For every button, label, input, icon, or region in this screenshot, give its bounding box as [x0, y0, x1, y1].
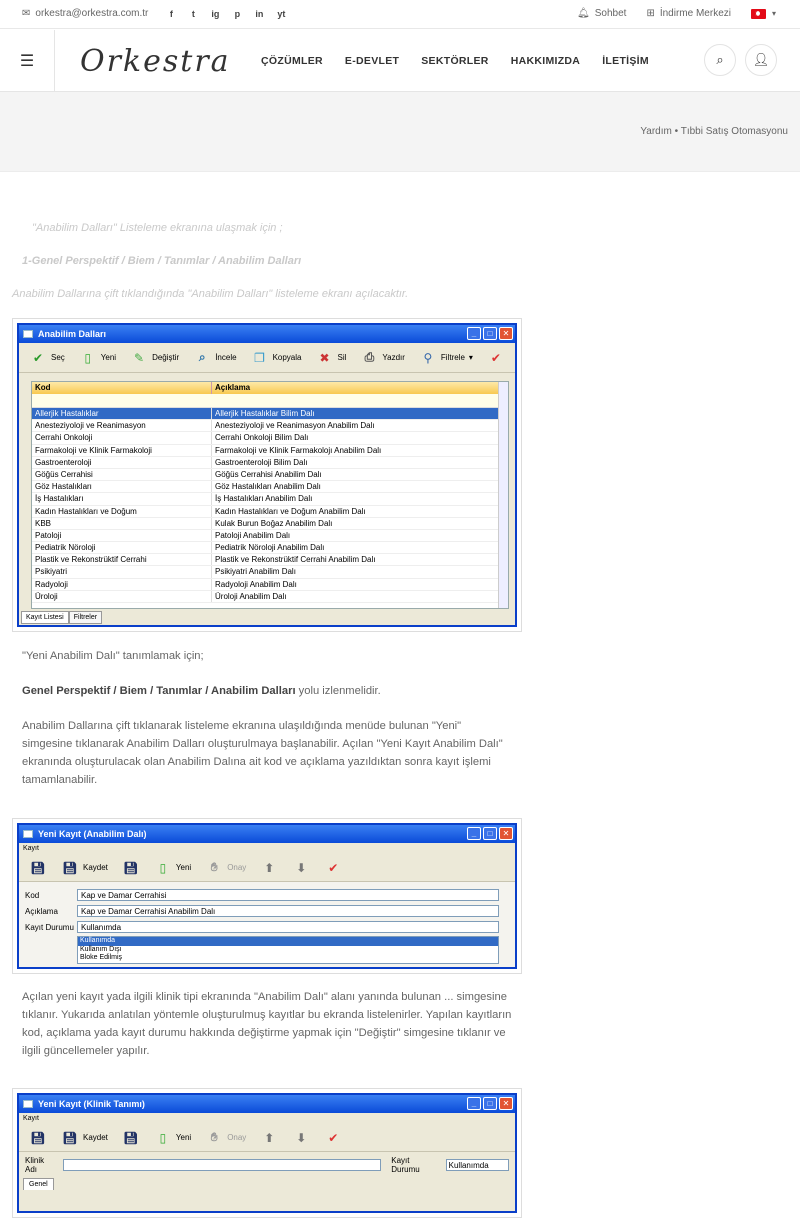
cell-aciklama: Psikiyatri Anabilim Dalı: [215, 567, 296, 577]
cell-aciklama: Patoloji Anabilim Dalı: [215, 530, 291, 540]
save-icon: 💾︎: [30, 1130, 46, 1145]
cell-aciklama: Anesteziyoloji ve Reanimasyon Anabilim Dalı: [215, 421, 375, 431]
menu-kayit[interactable]: Kayıt: [23, 1115, 39, 1122]
grid-rows: [32, 408, 508, 603]
incele-button[interactable]: ⌕ İncele: [193, 349, 236, 367]
aciklama-label: Açıklama: [25, 906, 58, 916]
minimize-button[interactable]: _: [467, 1097, 481, 1110]
cell-kod: Plastik ve Rekonstrüktif Cerrahi: [32, 554, 212, 565]
table-row[interactable]: [32, 566, 508, 578]
table-row[interactable]: [32, 432, 508, 444]
table-row[interactable]: [32, 530, 508, 542]
cell-aciklama: Allerjik Hastalıklar Bilim Dalı: [215, 409, 315, 418]
new-doc-icon: ▯: [159, 860, 167, 875]
screenshot-yeni-kayit-klinik: [12, 1088, 522, 1218]
toolbar: [19, 1124, 515, 1152]
approve-button[interactable]: [324, 859, 342, 877]
hamburger-icon: ☰: [19, 52, 35, 70]
arrow-down-icon: ⬇: [296, 1130, 307, 1145]
cell-kod: Allerjik Hastalıklar: [32, 408, 212, 419]
printer-icon: ⎙: [364, 350, 375, 364]
grid-filter-row[interactable]: [32, 394, 508, 408]
search-button[interactable]: [704, 44, 736, 76]
cell-aciklama: Kadın Hastalıkları ve Doğum Anabilim Dalı: [215, 506, 366, 516]
maximize-button[interactable]: □: [483, 327, 497, 340]
table-row[interactable]: [32, 554, 508, 566]
checkmark-icon: ✔: [328, 860, 339, 875]
twitter-icon[interactable]: t: [191, 8, 195, 19]
table-row[interactable]: [32, 420, 508, 432]
chevron-down-icon[interactable]: ▾: [771, 9, 776, 18]
yeni-button[interactable]: ▯ Yeni: [154, 859, 191, 877]
main-header: [0, 30, 800, 92]
cell-kod: İş Hastalıkları: [32, 493, 212, 504]
table-row[interactable]: [32, 457, 508, 469]
save-close-button[interactable]: [122, 1129, 140, 1147]
cell-kod: KBB: [32, 518, 212, 529]
window-title: Anabilim Dalları: [38, 329, 107, 339]
check-icon: ✔: [32, 350, 44, 365]
tab-genel[interactable]: Genel: [23, 1178, 54, 1190]
intro-line-3: Anabilim Dallarına çift tıklandığında "Anabilim Dalları" listeleme ekranı açılacaktır.: [12, 288, 409, 300]
table-row[interactable]: [32, 591, 508, 603]
user-icon: 👤︎: [752, 52, 770, 67]
nav-sektorler[interactable]: SEKTÖRLER: [421, 55, 489, 67]
col-aciklama-header[interactable]: Açıklama: [212, 382, 508, 394]
window-title: Yeni Kayıt (Anabilim Dalı): [38, 829, 147, 839]
window-anabilim-dallari: [17, 323, 517, 627]
download-center-link[interactable]: ⊞ İndirme Merkezi: [646, 8, 731, 19]
search-icon: ⌕: [716, 52, 724, 67]
new-doc-icon: ▯: [84, 350, 92, 365]
para-yeni-anabilim: "Yeni Anabilim Dalı" tanımlamak için;: [22, 650, 204, 662]
table-row[interactable]: [32, 408, 508, 420]
linkedin-icon[interactable]: in: [255, 8, 264, 19]
kayit-durumu-select[interactable]: Kullanımda: [77, 921, 499, 933]
filtrele-button[interactable]: ⚲ Filtrele ▾: [419, 349, 473, 367]
screenshot-yeni-kayit-anabilim: [12, 818, 522, 974]
breadcrumb[interactable]: Yardım • Tıbbi Satış Otomasyonu: [640, 126, 788, 137]
sil-button[interactable]: ✖ Sil: [315, 349, 346, 367]
cell-kod: Kadın Hastalıkları ve Doğum: [32, 506, 212, 517]
onay-button[interactable]: ✋︎ Onay: [205, 1129, 246, 1147]
thumb-icon: ✋︎: [210, 860, 218, 874]
option-kullanimda[interactable]: Kullanımda: [78, 937, 498, 946]
top-bar: [0, 0, 800, 29]
cell-aciklama: Gastroenteroloji Bilim Dalı: [215, 457, 308, 467]
grid-header: [32, 382, 508, 394]
kaydet-button[interactable]: 💾︎ Kaydet: [62, 860, 108, 875]
save-new-button[interactable]: [29, 1129, 47, 1147]
arrow-down-icon: ⬇: [296, 860, 307, 875]
magnifier-icon: ⌕: [198, 350, 206, 364]
table-row[interactable]: [32, 469, 508, 481]
thumb-icon: ✋︎: [210, 1130, 218, 1144]
bottom-tabs: [21, 611, 102, 624]
pinterest-icon[interactable]: p: [234, 8, 241, 19]
close-button[interactable]: ✕: [499, 827, 513, 840]
cell-kod: Anesteziyoloji ve Reanimasyon: [32, 420, 212, 431]
nav-hakkimizda[interactable]: HAKKIMIZDA: [510, 55, 581, 67]
cell-aciklama: Üroloji Anabilim Dalı: [215, 591, 287, 601]
cell-aciklama: Kulak Burun Boğaz Anabilim Dalı: [215, 518, 333, 528]
option-kullanim-disi[interactable]: Kullanım Dışı: [80, 945, 122, 953]
kod-field[interactable]: Kap ve Damar Cerrahisi: [77, 889, 499, 901]
checkmark-icon: ✔: [490, 350, 501, 365]
up-button[interactable]: [260, 859, 278, 877]
window-title: Yeni Kayıt (Klinik Tanımı): [38, 1099, 145, 1109]
chat-link[interactable]: 🔔︎ Sohbet: [577, 8, 627, 19]
onay-button[interactable]: ✋︎ Onay: [205, 859, 246, 877]
facebook-icon[interactable]: f: [169, 8, 173, 19]
down-button[interactable]: [292, 1129, 310, 1147]
intro-line-2: 1-Genel Perspektif / Biem / Tanımlar / Anabilim Dalları: [22, 255, 302, 267]
arrow-up-icon: ⬆: [264, 860, 275, 875]
degistir-button[interactable]: ✎ Değiştir: [130, 349, 179, 367]
kayit-durumu-options: [77, 936, 499, 964]
save-close-button[interactable]: [122, 859, 140, 877]
para-instructions: Anabilim Dallarına çift tıklanarak listeleme ekranına ulaşıldığında menüde bulunan "Yeni" simgesine tıklanarak Anabilim Dalları oluşturulmaya başlanabilir. Açılan "Yeni Kayıt Anabilim Dalı" ekranında oluşturulacak olan Anabilim Dalına ait kod ve açıklama yazıldıktan sonra kayıt işlemi tamamlanabilir.: [22, 720, 503, 786]
window-icon: [23, 1100, 33, 1108]
logo[interactable]: Orkestra: [80, 44, 231, 79]
edit-icon: ✎: [134, 350, 145, 365]
klinik-adi-label: Klinik Adı: [25, 1156, 45, 1174]
cell-kod: Cerrahi Onkoloji: [32, 432, 212, 443]
bell-icon: 🔔︎: [577, 8, 590, 19]
cell-kod: Gastroenteroloji: [32, 457, 212, 468]
cell-aciklama: Göğüs Cerrahisi Anabilim Dalı: [215, 469, 322, 479]
up-button[interactable]: [260, 1129, 278, 1147]
maximize-button[interactable]: □: [483, 827, 497, 840]
cell-kod: Göğüs Cerrahisi: [32, 469, 212, 480]
filter-icon: ⚲: [423, 350, 433, 365]
nav-cozumler[interactable]: ÇÖZÜMLER: [261, 55, 323, 67]
toolbar: [19, 343, 515, 373]
window-yeni-kayit-anabilim: [17, 823, 517, 969]
cell-aciklama: Göz Hastalıkları Anabilim Dalı: [215, 482, 321, 492]
kayit-durumu-label: Kayıt Durumu: [391, 1156, 420, 1174]
new-doc-icon: ▯: [159, 1130, 167, 1145]
kod-label: Kod: [25, 890, 40, 900]
cell-kod: Göz Hastalıkları: [32, 481, 212, 492]
cell-aciklama: Farmakoloji ve Klinik Farmakolojı Anabilim Dalı: [215, 445, 382, 455]
yeni-button[interactable]: ▯ Yeni: [154, 1129, 191, 1147]
approve-button[interactable]: [487, 349, 505, 367]
delete-icon: ✖: [319, 350, 330, 365]
cell-aciklama: İş Hastalıkları Anabilim Dalı: [215, 494, 313, 504]
tab-filtreler[interactable]: Filtreler: [69, 611, 102, 624]
download-icon: ⊞: [646, 8, 655, 19]
vertical-scrollbar[interactable]: [498, 382, 508, 608]
path-text: Genel Perspektif / Biem / Tanımlar / Anabilim Dalları: [22, 685, 296, 697]
sec-button[interactable]: ✔ Seç: [29, 349, 65, 367]
tab-kayit-listesi[interactable]: Kayıt Listesi: [21, 611, 69, 624]
window-yeni-kayit-klinik: [17, 1093, 517, 1213]
save-icon: 💾︎: [62, 1130, 78, 1145]
table-row[interactable]: [32, 518, 508, 530]
menu-button[interactable]: [0, 30, 55, 91]
save-icon: 💾︎: [123, 860, 139, 875]
turkish-flag-icon[interactable]: [751, 9, 766, 19]
arrow-up-icon: ⬆: [264, 1130, 275, 1145]
para-klinik: Açılan yeni kayıt yada ilgili klinik tipi ekranında "Anabilim Dalı" alanı yanında bulunan ... simgesine tıklanır. Yukarıda anlatılan yöntemle oluşturulmuş kayıtlar bu ekranda listelenirler. Yapılan kayıtların kod, açıklama yada kayıt durumu hakkında değiştirme yapmak için "Değiştir" simgesine tıklanır ve ilgili güncellemeler yapılır.: [22, 991, 512, 1057]
save-new-button[interactable]: [29, 859, 47, 877]
para-path: Genel Perspektif / Biem / Tanımlar / Anabilim Dalları yolu izlenmelidir.: [22, 685, 381, 697]
kaydet-button[interactable]: 💾︎ Kaydet: [62, 1130, 108, 1145]
table-row[interactable]: [32, 579, 508, 591]
cell-kod: Pediatrik Nöroloji: [32, 542, 212, 553]
kopyala-button[interactable]: ❐ Kopyala: [251, 349, 302, 367]
nav-e-devlet[interactable]: E-DEVLET: [344, 55, 400, 67]
checkmark-icon: ✔: [328, 1130, 339, 1145]
save-icon: 💾︎: [123, 1130, 139, 1145]
cell-aciklama: Pediatrik Nöroloji Anabilim Dalı: [215, 543, 325, 553]
email-link[interactable]: ✉ orkestra@orkestra.com.tr: [22, 8, 149, 19]
window-icon: [23, 830, 33, 838]
close-button[interactable]: ✕: [499, 327, 513, 340]
mail-icon: ✉: [22, 8, 31, 19]
main-nav: [261, 55, 649, 67]
menu-kayit[interactable]: Kayıt: [23, 845, 39, 852]
cell-aciklama: Radyoloji Anabilim Dalı: [215, 579, 297, 589]
cell-kod: Patoloji: [32, 530, 212, 541]
table-row[interactable]: [32, 506, 508, 518]
form: [19, 882, 515, 969]
table-row[interactable]: [32, 445, 508, 457]
klinik-adi-field[interactable]: [63, 1159, 382, 1171]
user-button[interactable]: [745, 44, 777, 76]
kayit-durumu-select[interactable]: Kullanımda: [446, 1159, 509, 1171]
yazdir-button[interactable]: ⎙ Yazdır: [360, 349, 405, 367]
cell-aciklama: Plastik ve Rekonstrüktif Cerrahi Anabilim Dalı: [215, 555, 376, 565]
table-row[interactable]: [32, 481, 508, 493]
cell-kod: Farmakoloji ve Klinik Farmakoloji: [32, 445, 212, 456]
window-icon: [23, 330, 33, 338]
intro-line-1: "Anabilim Dalları" Listeleme ekranına ulaşmak için ;: [32, 222, 283, 234]
dropdown-arrow-icon: ▾: [468, 353, 473, 362]
klinik-form: [19, 1152, 515, 1178]
col-kod-header[interactable]: Kod: [32, 382, 212, 394]
youtube-icon[interactable]: yt: [277, 8, 286, 19]
down-button[interactable]: [292, 859, 310, 877]
nav-iletisim[interactable]: İLETİŞİM: [602, 55, 649, 67]
screenshot-anabilim-dallari: [12, 318, 522, 632]
breadcrumb-band: [0, 92, 800, 172]
option-bloke[interactable]: Bloke Edilmiş: [80, 954, 123, 961]
table-row[interactable]: [32, 493, 508, 505]
approve-button[interactable]: [324, 1129, 342, 1147]
cell-kod: Psikiyatri: [32, 566, 212, 577]
cell-kod: Radyoloji: [32, 579, 212, 590]
close-button[interactable]: ✕: [499, 1097, 513, 1110]
table-row[interactable]: [32, 542, 508, 554]
aciklama-field[interactable]: Kap ve Damar Cerrahisi Anabilim Dalı: [77, 905, 499, 917]
toolbar: [19, 854, 515, 882]
minimize-button[interactable]: _: [467, 327, 481, 340]
data-grid: [31, 381, 509, 609]
copy-icon: ❐: [254, 350, 265, 365]
save-icon: 💾︎: [30, 860, 46, 875]
kayit-durumu-label: Kayıt Durumu: [25, 922, 74, 932]
cell-aciklama: Cerrahi Onkoloji Bilim Dalı: [215, 433, 309, 443]
instagram-icon[interactable]: ig: [211, 8, 220, 19]
maximize-button[interactable]: □: [483, 1097, 497, 1110]
save-icon: 💾︎: [62, 860, 78, 875]
cell-kod: Üroloji: [32, 591, 212, 602]
yeni-button[interactable]: ▯ Yeni: [79, 349, 116, 367]
minimize-button[interactable]: _: [467, 827, 481, 840]
